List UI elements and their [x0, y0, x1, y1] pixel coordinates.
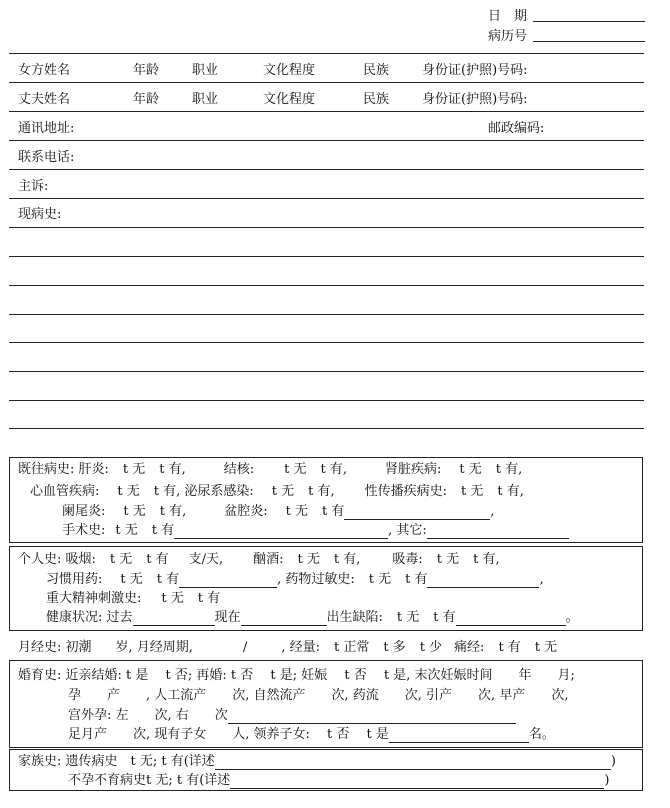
wife-age-label: 年龄: [133, 63, 160, 78]
ectopic-detail-field[interactable]: [228, 710, 516, 724]
wife-name-label: 女方姓名: [18, 63, 71, 78]
personal-history-line2: 习惯用药: t 无 t 有 , 药物过敏史: t 无 t 有 ,: [46, 572, 544, 587]
writing-line[interactable]: [9, 256, 644, 257]
writing-line[interactable]: [9, 428, 644, 429]
past-health-field[interactable]: [133, 612, 215, 626]
record-no-field[interactable]: [533, 28, 645, 42]
past-history-line1: 既往病史: 肝炎: t 无 t 有, 结核: t 无 t 有, 肾脏疾病: t 无 t 有,: [18, 462, 523, 477]
personal-history-line3: 重大精神刺激史: t 无 t 有: [46, 591, 221, 606]
past-history-line4: 手术史: t 无 t 有 , 其它:: [62, 523, 569, 539]
surgery-detail-field[interactable]: [174, 525, 388, 539]
date-label: 日 期: [488, 9, 528, 24]
record-no-label: 病历号: [488, 29, 528, 44]
defect-detail-field[interactable]: [456, 612, 566, 626]
meds-detail-field[interactable]: [179, 574, 277, 588]
pelvic-detail-field[interactable]: [344, 506, 490, 520]
writing-line[interactable]: [9, 285, 644, 286]
husband-ethnicity-label: 民族: [363, 92, 390, 107]
writing-line[interactable]: [9, 371, 644, 372]
wife-job-label: 职业: [192, 63, 219, 78]
adopted-count-field[interactable]: [389, 729, 529, 743]
personal-history-line1: 个人史: 吸烟: t 无 t 有 支/天, 酗酒: t 无 t 有, 吸毒: t 无 t 有,: [18, 552, 500, 567]
writing-line[interactable]: [9, 400, 644, 401]
divider: [9, 169, 644, 170]
husband-education-label: 文化程度: [263, 92, 316, 107]
current-health-field[interactable]: [241, 612, 327, 626]
address-label: 通讯地址:: [18, 121, 75, 136]
wife-ethnicity-label: 民族: [363, 63, 390, 78]
personal-history-line4: 健康状况: 过去 现在 出生缺陷: t 无 t 有 。: [46, 610, 579, 625]
other-detail-field[interactable]: [427, 525, 569, 539]
postcode-label: 邮政编码:: [488, 121, 545, 136]
past-history-line2: 心血管疾病: t 无 t 有, 泌尿系感染: t 无 t 有, 性传播疾病史: t 无 t 有,: [30, 484, 524, 499]
divider: [9, 82, 644, 83]
menstrual-line: 月经史: 初潮 岁, 月经周期, / , 经量: t 正常 t 多 t 少 痛经: t 有 t 无: [18, 640, 558, 655]
divider: [9, 111, 644, 112]
hereditary-detail-field[interactable]: [215, 756, 611, 770]
family-line1: 家族史: 遗传病史 t 无; t 有(详述 ): [18, 754, 616, 769]
writing-line[interactable]: [9, 314, 644, 315]
infertility-detail-field[interactable]: [230, 775, 604, 789]
present-history-label: 现病史:: [18, 207, 62, 222]
husband-name-label: 丈夫姓名: [18, 92, 71, 107]
wife-education-label: 文化程度: [263, 63, 316, 78]
divider: [9, 227, 644, 228]
writing-line[interactable]: [9, 342, 644, 343]
divider: [9, 140, 644, 141]
date-field[interactable]: [533, 8, 645, 22]
divider: [9, 53, 644, 54]
family-line2: 不孕不育病史t 无; t 有(详述 ): [68, 773, 610, 788]
phone-label: 联系电话:: [18, 150, 75, 165]
past-history-line3: 阑尾炎: t 无 t 有, 盆腔炎: t 无 t 有 ,: [62, 504, 495, 519]
marital-line2: 孕 产 , 人工流产 次, 自然流产 次, 药流 次, 引产 次, 早产 次,: [68, 688, 569, 703]
complaint-label: 主诉:: [18, 179, 49, 194]
wife-id-label: 身份证(护照)号码:: [422, 63, 528, 78]
marital-line4: 足月产 次, 现有子女 人, 领养子女: t 否 t 是 名。: [68, 727, 555, 742]
husband-age-label: 年龄: [133, 92, 160, 107]
husband-id-label: 身份证(护照)号码:: [422, 92, 528, 107]
allergy-detail-field[interactable]: [427, 574, 539, 588]
marital-line1: 婚育史: 近亲结婚: t 是 t 否; 再婚: t 否 t 是; 妊娠 t 否 t 是, 末次妊娠时间 年 月;: [18, 668, 575, 683]
husband-job-label: 职业: [192, 92, 219, 107]
divider: [9, 198, 644, 199]
marital-line3: 宫外孕: 左 次, 右 次: [68, 708, 516, 724]
